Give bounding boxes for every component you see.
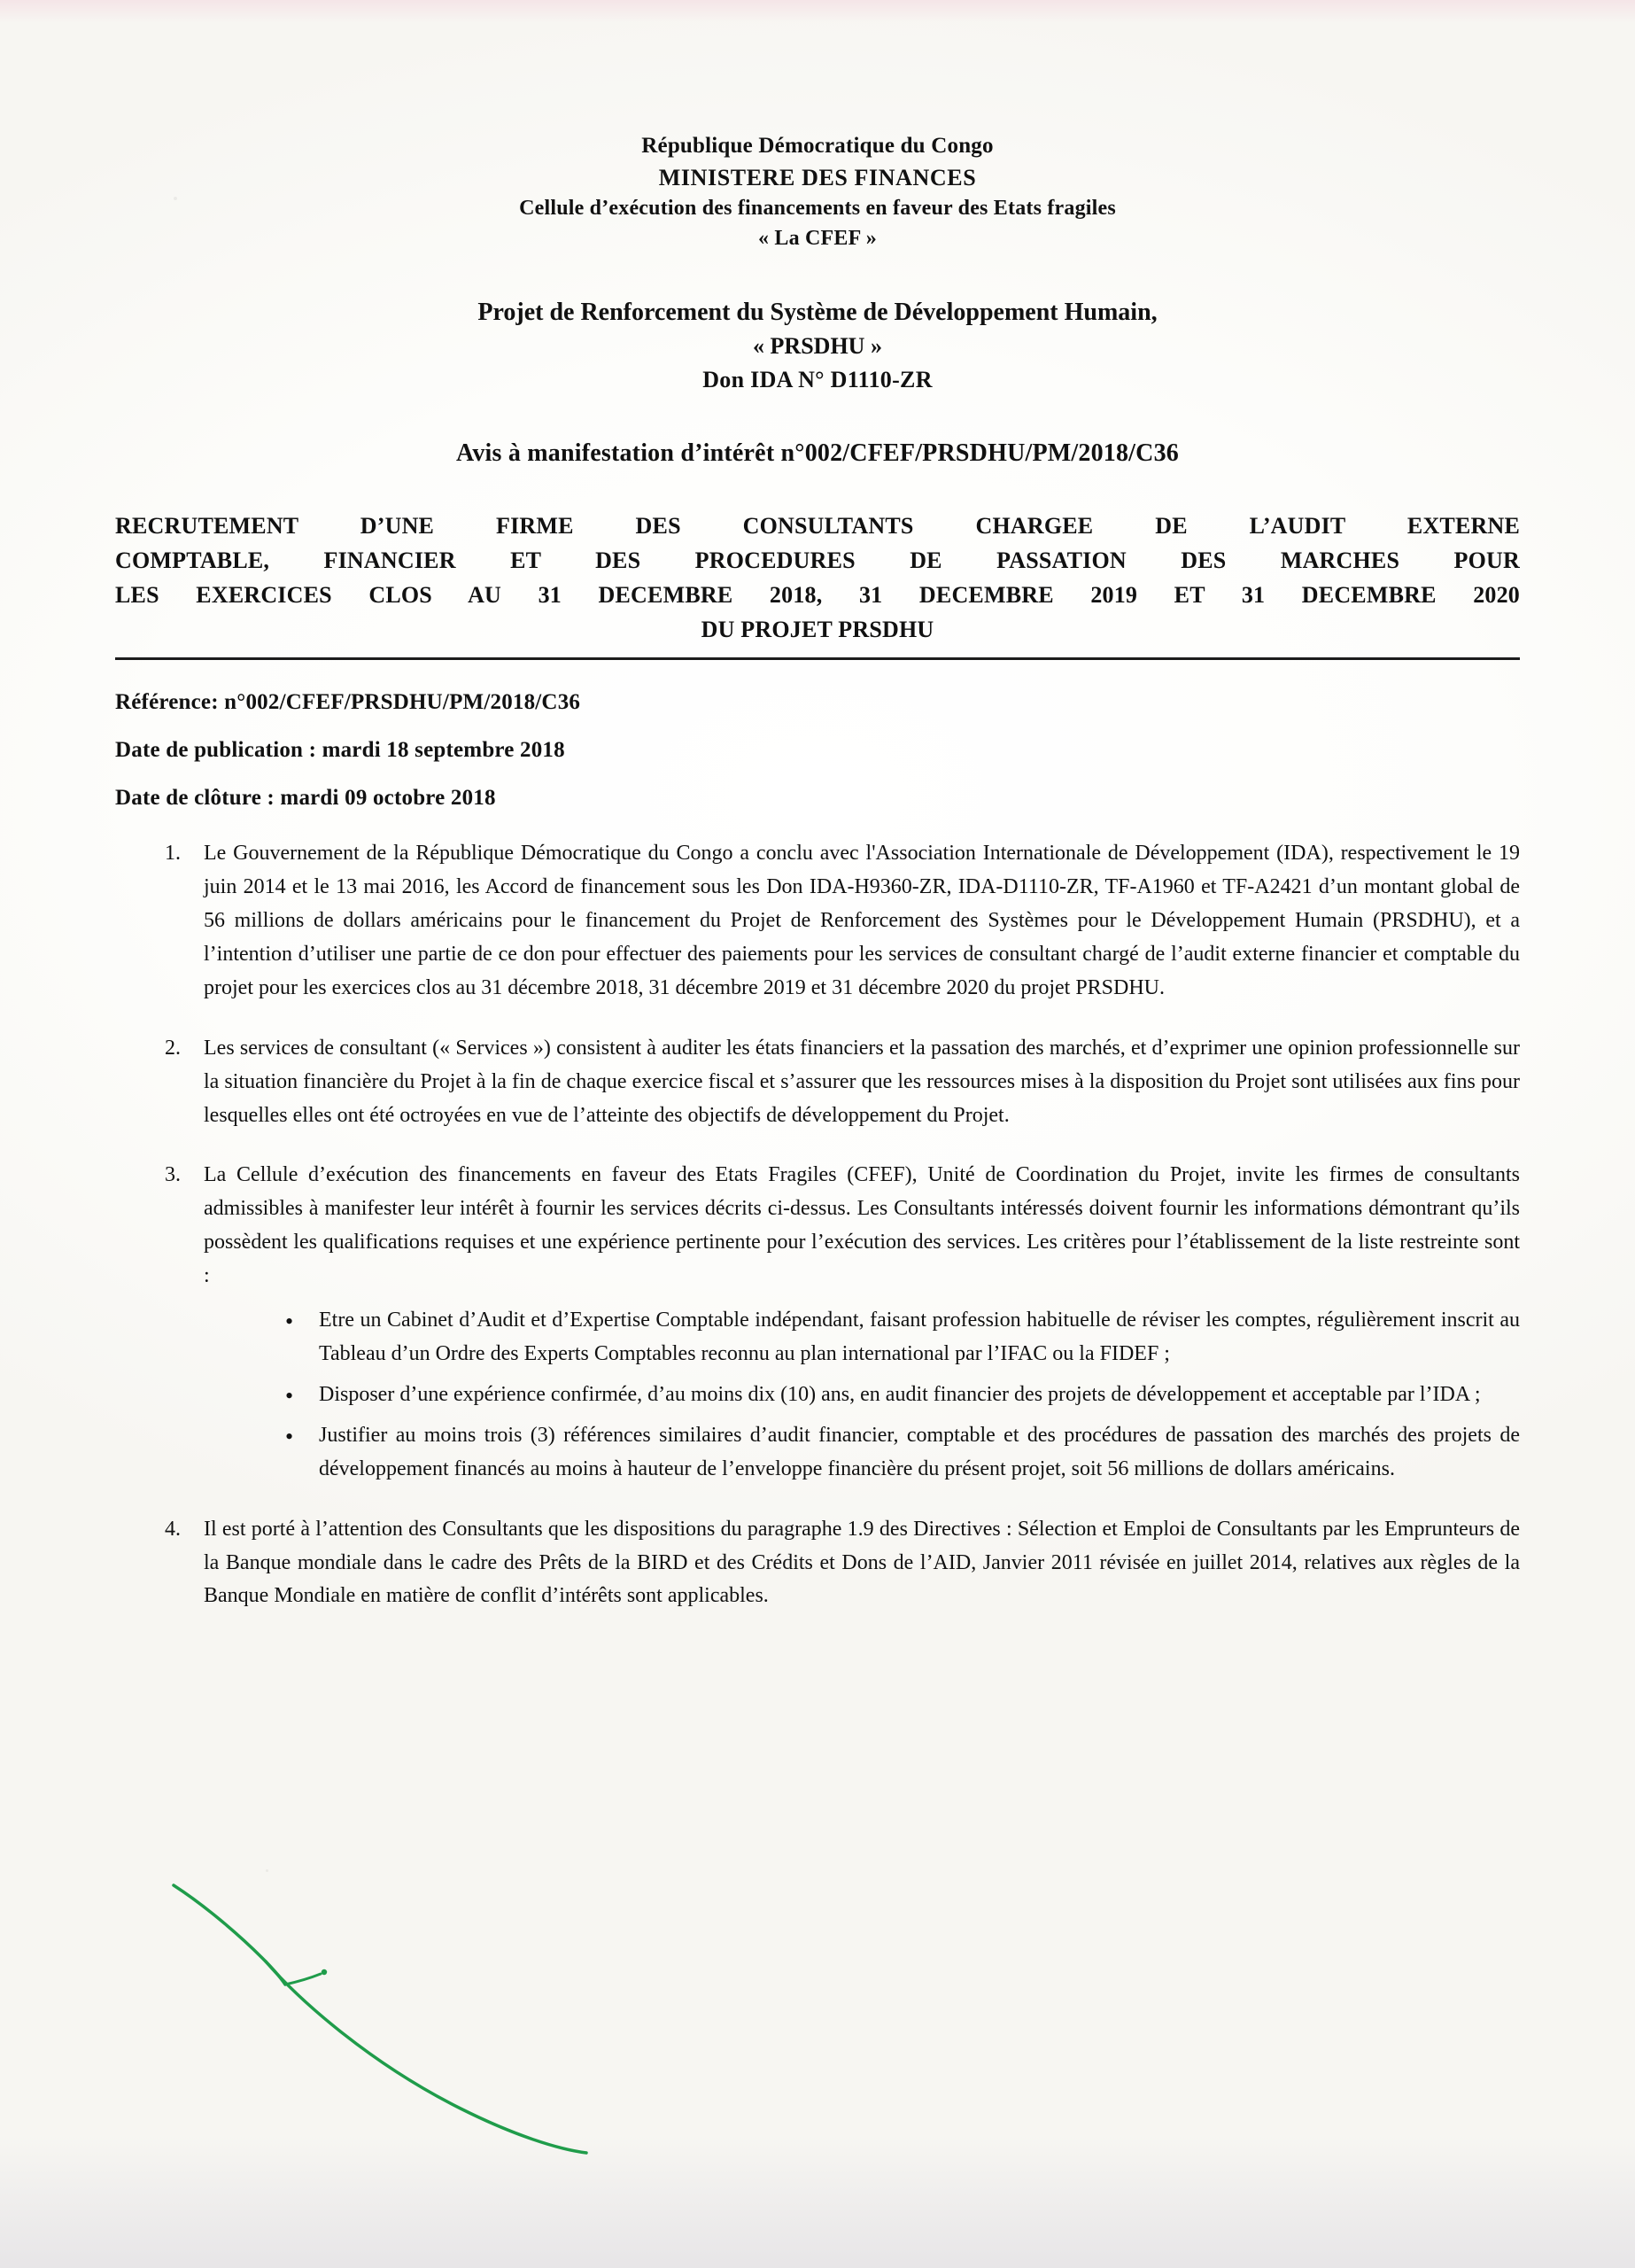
list-item [165,1032,1520,1133]
project-block [115,295,1520,398]
paragraph-2-text: Les services de consultant (« Services ») consistent à auditer les états financiers et la passation des marchés, et d’exprimer une opinion professionnelle sur la situation financière du Projet à la fin de chaque exercice fiscal et s’assurer que les ressources mises à la disposition du Projet sont utilisées aux fins pour lesquelles elles ont été octroyées en vue de l’atteinte des objectifs de développement du Projet. [204,1036,1520,1127]
project-grant-number: Don IDA N° D1110-ZR [702,367,933,393]
paragraph-1-text: Le Gouvernement de la République Démocratique du Congo a conclu avec l'Association Internationale de Développement (IDA), respectivement le 19 juin 2014 et le 13 mai 2016, les Accord de financement sous les Don IDA-H9360-ZR, IDA-D1110-ZR, TF-A1960 et TF-A2421 d’un montant global de 56 millions de dollars américains pour le financement du Projet de Renforcement des Systèmes pour le Développement Humain (PRSDHU), et a l’intention d’utiliser une partie de ce don pour effectuer des paiements pour les services de consultant chargé de l’audit externe financier et comptable du projet pour les exercices clos au 31 décembre 2018, 31 décembre 2019 et 31 décembre 2020 du projet PRSDHU. [204,842,1520,999]
subject-line-2: COMPTABLE, FINANCIER ET DES PROCEDURES DE PASSATION DES MARCHES POUR [115,548,1520,574]
reference-line: Référence: n°002/CFEF/PRSDHU/PM/2018/C36 [115,690,581,715]
header-unit-short: « La CFEF » [758,227,877,251]
horizontal-rule [115,657,1520,660]
bullet-item: • Disposer d’une expérience confirmée, d’au moins dix (10) ans, en audit financier des projets de développement et acceptable par l’IDA ; [285,1379,1520,1412]
notice-reference-line: Avis à manifestation d’intérêt n°002/CFEF/PRSDHU/PM/2018/C36 [456,439,1179,468]
document-header [115,0,1520,660]
subject-line-4: DU PROJET PRSDHU [701,617,934,643]
paragraph-4-text: Il est porté à l’attention des Consultants que les dispositions du paragraphe 1.9 des Directives : Sélection et Emploi de Consultants par les Emprunteurs de la Banque mondiale dans le cadre des Prêts de la BIRD et des Crédits et Dons de l’AID, Janvier 2011 révisée en juillet 2014, relatives aux règles de la Banque Mondiale en matière de conflit d’intérêts sont applicables. [204,1517,1520,1608]
numbered-list [115,837,1520,1613]
list-item [165,1513,1520,1614]
header-country: République Démocratique du Congo [641,134,994,158]
header-ministry: MINISTERE DES FINANCES [658,164,977,190]
publication-date: Date de publication : mardi 18 septembre 2018 [115,738,565,763]
project-title: Projet de Renforcement du Système de Développement Humain, [477,298,1158,326]
criteria-bullet-list [204,1304,1520,1487]
bullet-item: • Justifier au moins trois (3) références similaires d’audit financier, comptable et des procédures de passation des marchés des projets de développement financés au moins à hauteur de l’enveloppe financière du présent projet, soit 56 millions de dollars américains. [285,1419,1520,1487]
subject-line-1: RECRUTEMENT D’UNE FIRME DES CONSULTANTS CHARGEE DE L’AUDIT EXTERNE [115,513,1520,540]
scan-speckle [266,1869,268,1872]
list-item [165,837,1520,1006]
document-meta [115,690,1520,811]
header-unit: Cellule d’exécution des financements en faveur des Etats fragiles [519,197,1116,221]
notice-block [115,439,1520,468]
list-item [165,1159,1520,1486]
subject-block [115,509,1520,660]
paragraph-3-text: La Cellule d’exécution des financements en faveur des Etats Fragiles (CFEF), Unité de Coordination du Projet, invite les firmes de consultants admissibles à manifester leur intérêt à fournir les services décrits ci-dessus. Les Consultants intéressés doivent fournir les informations démontrant qu’ils possèdent les qualifications requises et une expérience pertinente pour l’exécution des services. Les critères pour l’établissement de la liste restreinte sont : [204,1163,1520,1288]
closing-date: Date de clôture : mardi 09 octobre 2018 [115,786,496,811]
project-acronym: « PRSDHU » [753,333,882,360]
subject-heading [115,509,1520,647]
subject-line-3: LES EXERCICES CLOS AU 31 DECEMBRE 2018, 31 DECEMBRE 2019 ET 31 DECEMBRE 2020 [115,582,1520,609]
bullet-item: • Etre un Cabinet d’Audit et d’Expertise Comptable indépendant, faisant profession habituelle de réviser les comptes, régulièrement inscrit au Tableau d’un Ordre des Experts Comptables reconnu au plan international par l’IFAC ou la FIDEF ; [285,1304,1520,1371]
